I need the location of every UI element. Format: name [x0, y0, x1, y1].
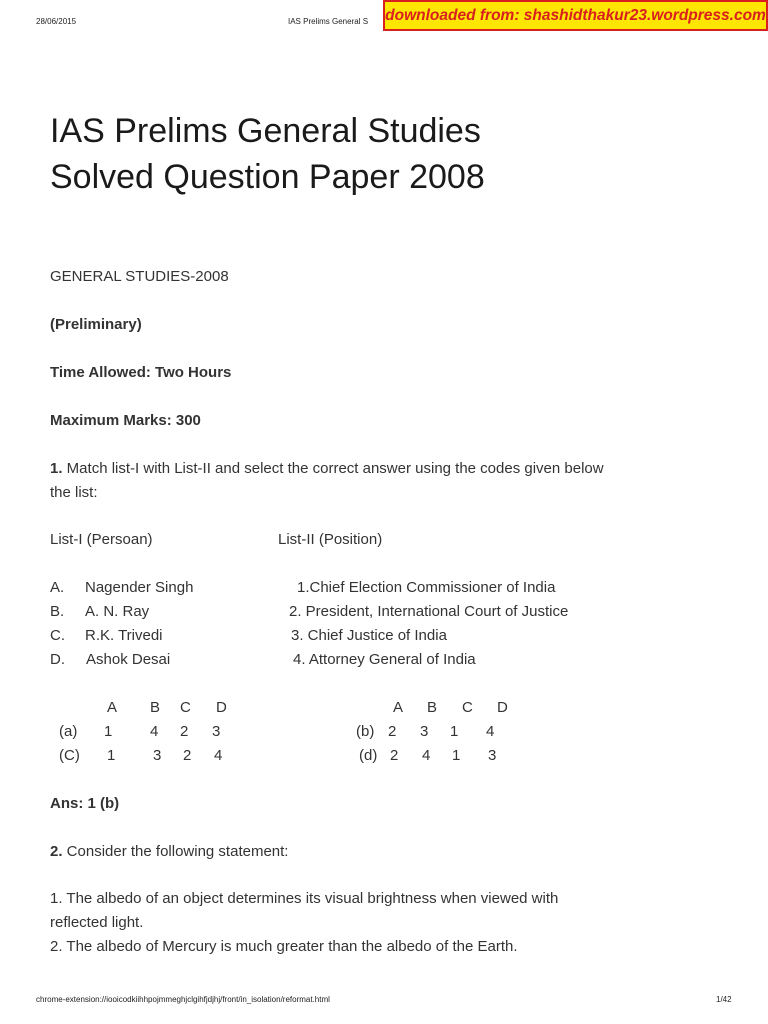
q2-text: Consider the following statement: — [62, 843, 289, 860]
row-letter: D. — [50, 651, 65, 668]
option-code: 1 — [107, 747, 116, 764]
option-code: 2 — [390, 747, 399, 764]
option-code: 3 — [212, 723, 221, 740]
option-code: 1 — [452, 747, 461, 764]
option-code: 4 — [486, 723, 495, 740]
option-code: 1 — [104, 723, 113, 740]
option-label: (d) — [359, 747, 378, 764]
option-code: 2 — [183, 747, 192, 764]
exam-name: GENERAL STUDIES-2008 — [50, 268, 229, 285]
list1-header: List-I (Persoan) — [50, 531, 153, 548]
option-label: (b) — [356, 723, 375, 740]
time-allowed: Time Allowed: Two Hours — [50, 364, 232, 381]
row-position: 4. Attorney General of India — [293, 651, 476, 668]
option-code: 4 — [422, 747, 431, 764]
option-code: 4 — [214, 747, 223, 764]
q2-statement1-line2: reflected light. — [50, 914, 144, 931]
page-number: 1/42 — [716, 995, 732, 1004]
q1-text-line1 — [50, 457, 604, 481]
row-position: 2. President, International Court of Justice — [289, 603, 569, 620]
code-col-b: B — [150, 699, 161, 716]
option-label: (a) — [59, 723, 78, 740]
option-code: 2 — [180, 723, 189, 740]
q1-number: 1. — [50, 460, 63, 477]
q2-statement2: 2. The albedo of Mercury is much greater than the albedo of the Earth. — [50, 938, 518, 955]
q1-answer: Ans: 1 (b) — [50, 795, 120, 812]
code-col-a: A — [107, 699, 118, 716]
q2-text-line — [50, 840, 288, 864]
option-code: 3 — [488, 747, 497, 764]
print-doc-title: IAS Prelims General S — [288, 17, 369, 26]
code-col-c: C — [462, 699, 473, 716]
maximum-marks: Maximum Marks: 300 — [50, 412, 201, 429]
q2-number: 2. — [50, 843, 63, 860]
code-col-b: B — [427, 699, 438, 716]
q2-statement1-line1: 1. The albedo of an object determines its visual brightness when viewed with — [50, 890, 559, 907]
code-col-c: C — [180, 699, 191, 716]
exam-stage: (Preliminary) — [50, 316, 142, 333]
print-date: 28/06/2015 — [36, 17, 77, 26]
option-code: 3 — [153, 747, 162, 764]
option-label: (C) — [59, 747, 80, 764]
code-col-a: A — [393, 699, 404, 716]
row-person: A. N. Ray — [85, 603, 150, 620]
option-code: 3 — [420, 723, 429, 740]
row-letter: B. — [50, 603, 65, 620]
page-title-line1: IAS Prelims General Studies — [50, 112, 481, 150]
row-letter: C. — [50, 627, 65, 644]
row-person: Nagender Singh — [85, 579, 194, 596]
option-code: 2 — [388, 723, 397, 740]
row-person: Ashok Desai — [86, 651, 171, 668]
code-col-d: D — [497, 699, 508, 716]
option-code: 4 — [150, 723, 159, 740]
page-title-line2: Solved Question Paper 2008 — [50, 158, 485, 196]
row-letter: A. — [50, 579, 65, 596]
print-url: chrome-extension://iooicodkiihhpojmmeghjclgihfjdjhj/front/in_isolation/reformat.html — [36, 995, 330, 1004]
download-source-banner: downloaded from: shashidthakur23.wordpress.com — [383, 0, 768, 31]
q1-text: Match list-I with List-II and select the correct answer using the codes given below — [62, 460, 604, 477]
row-position: 3. Chief Justice of India — [291, 627, 447, 644]
row-person: R.K. Trivedi — [85, 627, 163, 644]
option-code: 1 — [450, 723, 459, 740]
list2-header: List-II (Position) — [278, 531, 383, 548]
q1-text-line2: the list: — [50, 484, 98, 501]
code-col-d: D — [216, 699, 227, 716]
row-position: 1.Chief Election Commissioner of India — [297, 579, 556, 596]
